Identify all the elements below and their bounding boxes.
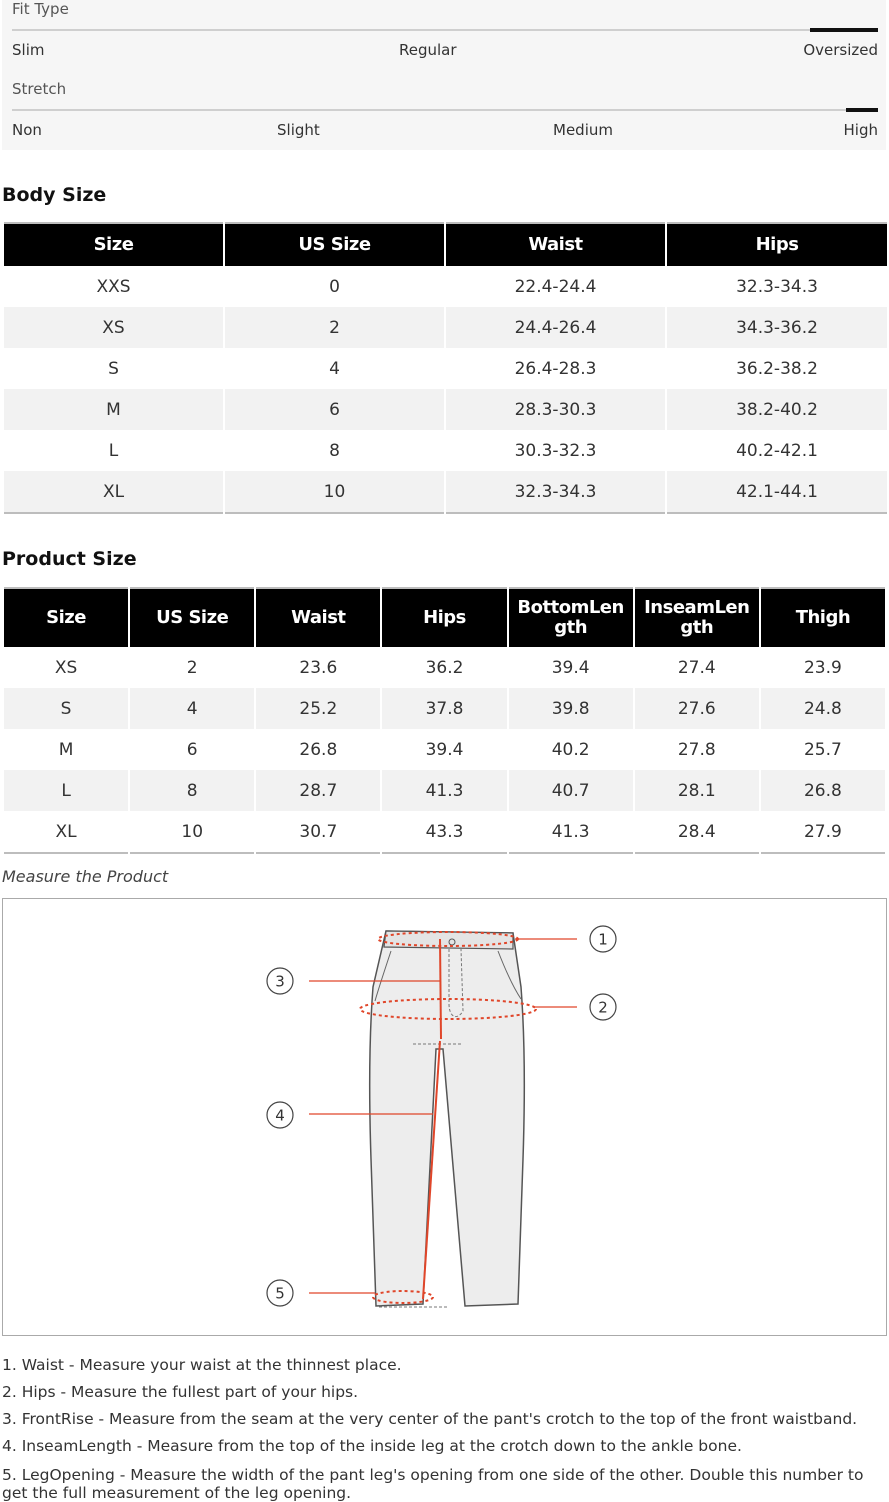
table-row	[3, 729, 886, 770]
table-cell: L	[3, 430, 224, 471]
product-size-table	[2, 587, 887, 854]
note-hips: 2. Hips - Measure the fullest part of your hips.	[2, 1383, 359, 1401]
table-cell: 28.1	[634, 770, 760, 811]
column-header: Waist	[255, 588, 381, 647]
table-cell: M	[3, 729, 129, 770]
table-cell: 27.6	[634, 688, 760, 729]
table-cell: 28.7	[255, 770, 381, 811]
table-cell: 34.3-36.2	[666, 307, 888, 348]
table-row	[3, 307, 888, 348]
table-cell: 39.8	[508, 688, 634, 729]
table-cell: 41.3	[381, 770, 507, 811]
table-cell: 0	[224, 266, 445, 307]
column-header: Thigh	[760, 588, 886, 647]
table-cell: 6	[129, 729, 255, 770]
table-cell: 28.4	[634, 811, 760, 853]
table-cell: 23.9	[760, 647, 886, 688]
table-cell: 32.3-34.3	[445, 471, 666, 513]
table-row	[3, 266, 888, 307]
table-cell: L	[3, 770, 129, 811]
table-cell: 26.8	[255, 729, 381, 770]
table-cell: XXS	[3, 266, 224, 307]
table-cell: 4	[224, 348, 445, 389]
table-cell: 40.7	[508, 770, 634, 811]
table-row	[3, 471, 888, 513]
table-cell: 10	[129, 811, 255, 853]
table-cell: 10	[224, 471, 445, 513]
column-header: InseamLength	[634, 588, 760, 647]
column-header: US Size	[224, 223, 445, 266]
table-header-row	[3, 223, 888, 266]
table-cell: M	[3, 389, 224, 430]
table-cell: 41.3	[508, 811, 634, 853]
fit-label-slim: Slim	[12, 41, 45, 59]
body-size-title: Body Size	[2, 184, 107, 206]
table-cell: 28.3-30.3	[445, 389, 666, 430]
fit-type-track	[12, 29, 878, 31]
table-row	[3, 348, 888, 389]
table-row	[3, 389, 888, 430]
column-header: Hips	[666, 223, 888, 266]
table-cell: 39.4	[508, 647, 634, 688]
column-header: BottomLength	[508, 588, 634, 647]
table-cell: 8	[224, 430, 445, 471]
stretch-label-non: Non	[12, 121, 42, 139]
table-row	[3, 770, 886, 811]
table-cell: 27.4	[634, 647, 760, 688]
table-cell: 36.2-38.2	[666, 348, 888, 389]
table-cell: 23.6	[255, 647, 381, 688]
table-cell: 6	[224, 389, 445, 430]
table-cell: 32.3-34.3	[666, 266, 888, 307]
table-cell: 24.8	[760, 688, 886, 729]
stretch-label-medium: Medium	[553, 121, 613, 139]
table-cell: 26.8	[760, 770, 886, 811]
table-cell: 36.2	[381, 647, 507, 688]
stretch-track	[12, 109, 878, 111]
table-cell: 42.1-44.1	[666, 471, 888, 513]
table-cell: XS	[3, 307, 224, 348]
table-cell: S	[3, 688, 129, 729]
note-inseam-length: 4. InseamLength - Measure from the top of the inside leg at the crotch down to the ankle bone.	[2, 1437, 742, 1455]
fit-panel	[2, 0, 886, 150]
table-row	[3, 430, 888, 471]
table-cell: 30.3-32.3	[445, 430, 666, 471]
table-cell: 40.2-42.1	[666, 430, 888, 471]
table-cell: 2	[129, 647, 255, 688]
measure-diagram	[2, 898, 887, 1336]
table-row	[3, 647, 886, 688]
table-cell: 2	[224, 307, 445, 348]
stretch-label-high: High	[843, 121, 878, 139]
product-size-title: Product Size	[2, 548, 137, 570]
table-row	[3, 688, 886, 729]
table-cell: 4	[129, 688, 255, 729]
table-cell: XS	[3, 647, 129, 688]
stretch-label-slight: Slight	[277, 121, 320, 139]
pants-shape	[370, 931, 525, 1306]
stretch-title: Stretch	[12, 80, 67, 98]
table-cell: XL	[3, 471, 224, 513]
fit-type-selected-marker	[810, 28, 878, 32]
note-waist: 1. Waist - Measure your waist at the thinnest place.	[2, 1356, 402, 1374]
table-cell: XL	[3, 811, 129, 853]
marker-number-4: 4	[275, 1106, 285, 1125]
table-cell: 27.9	[760, 811, 886, 853]
measurement-notes	[2, 1352, 872, 1502]
fit-label-regular: Regular	[399, 41, 457, 59]
column-header: Size	[3, 223, 224, 266]
table-cell: 25.2	[255, 688, 381, 729]
fit-label-oversized: Oversized	[803, 41, 878, 59]
stretch-selected-marker	[846, 108, 878, 112]
fit-type-title: Fit Type	[12, 0, 69, 18]
table-cell: 40.2	[508, 729, 634, 770]
marker-number-3: 3	[275, 972, 285, 991]
table-cell: 26.4-28.3	[445, 348, 666, 389]
table-cell: 27.8	[634, 729, 760, 770]
marker-number-5: 5	[275, 1284, 285, 1303]
body-size-table	[2, 222, 889, 514]
marker-number-1: 1	[598, 930, 608, 949]
table-cell: 8	[129, 770, 255, 811]
table-cell: 38.2-40.2	[666, 389, 888, 430]
marker-number-2: 2	[598, 998, 608, 1017]
table-cell: 30.7	[255, 811, 381, 853]
front-rise-line	[440, 939, 441, 1039]
measure-caption: Measure the Product	[2, 867, 169, 886]
table-cell: S	[3, 348, 224, 389]
table-cell: 24.4-26.4	[445, 307, 666, 348]
column-header: US Size	[129, 588, 255, 647]
table-cell: 39.4	[381, 729, 507, 770]
table-cell: 43.3	[381, 811, 507, 853]
table-cell: 37.8	[381, 688, 507, 729]
column-header: Hips	[381, 588, 507, 647]
note-front-rise: 3. FrontRise - Measure from the seam at the very center of the pant's crotch to the top of the front waistband.	[2, 1410, 858, 1428]
column-header: Size	[3, 588, 129, 647]
table-row	[3, 811, 886, 853]
pants-illustration	[3, 899, 886, 1335]
table-cell: 22.4-24.4	[445, 266, 666, 307]
table-cell: 25.7	[760, 729, 886, 770]
note-leg-opening: 5. LegOpening - Measure the width of the pant leg's opening from one side of the other. Double this number to get the full measurement of the leg opening.	[2, 1466, 864, 1502]
table-header-row	[3, 588, 886, 647]
column-header: Waist	[445, 223, 666, 266]
